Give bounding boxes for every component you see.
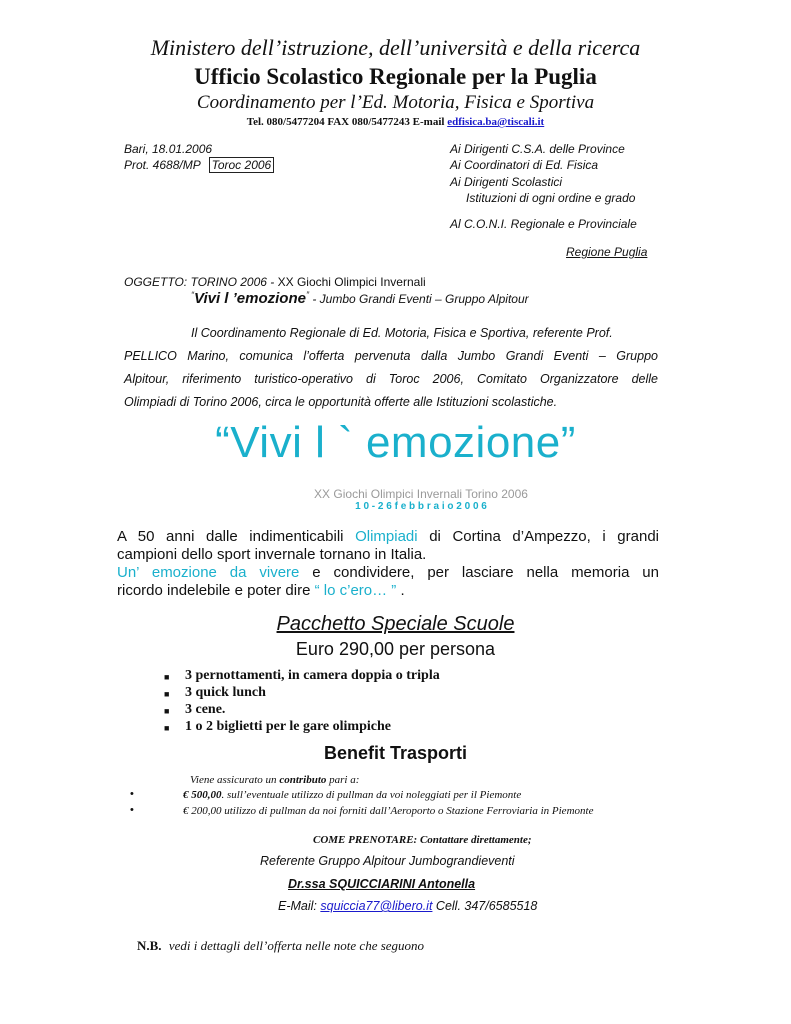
- place-date: Bari, 18.01.2006: [124, 142, 213, 156]
- subject-open-quote: “: [191, 290, 194, 300]
- recipient-2: Ai Coordinatori di Ed. Fisica: [450, 158, 599, 172]
- intro-text-c: di Cortina d’Ampezzo, i grandi: [429, 528, 659, 545]
- olimpiadi-highlight: Olimpiadi: [355, 528, 418, 545]
- body-line-3: Alpitour, riferimento turistico-operativo di Toroc 2006, Comitato Organizzatore delle: [124, 372, 658, 386]
- recipient-6: Regione Puglia: [566, 245, 648, 259]
- lo-cero-highlight: “ lo c’ero… ”: [314, 582, 397, 599]
- bullet-square-icon: ■: [164, 723, 170, 733]
- protocol-line: [124, 158, 274, 172]
- package-item: 3 cene.: [185, 702, 226, 717]
- benefit-title: Benefit Trasporti: [323, 743, 468, 763]
- protocol-number: Prot. 4688/MP: [124, 158, 201, 172]
- nb-text: vedi i dettagli dell’offerta nelle note che seguono: [168, 938, 425, 953]
- contacts-text: Tel. 080/5477204 FAX 080/5477243 E-mail: [246, 116, 445, 128]
- banner-title: “Vivi l ` emozione”: [215, 418, 576, 467]
- nb-line: [137, 938, 424, 954]
- intro-text-a: A 50 anni dalle indimenticabili: [117, 528, 344, 545]
- reference-box: Toroc 2006: [209, 157, 275, 173]
- coordination-heading: Coordinamento per l’Ed. Motoria, Fisica e Sportiva: [196, 92, 595, 113]
- ministry-heading: Ministero dell’istruzione, dell’università e della ricerca: [150, 35, 641, 60]
- package-title: Pacchetto Speciale Scuole: [276, 613, 515, 635]
- subject-rest: - Jumbo Grandi Eventi – Gruppo Alpitour: [308, 292, 529, 306]
- intro-text-l4: ricordo indelebile e poter dire: [117, 582, 311, 599]
- nb-label: N.B.: [137, 938, 162, 953]
- emozione-highlight: Un’ emozione da vivere: [117, 564, 300, 581]
- office-heading: Ufficio Scolastico Regionale per la Puglia: [194, 64, 597, 89]
- booking-email-link[interactable]: squiccia77@libero.it: [320, 899, 433, 913]
- subject-label: OGGETTO: TORINO 2006 -: [124, 275, 275, 289]
- booking-contact-line: [278, 899, 537, 913]
- subject-vivi: Vivi l ’emozione: [194, 290, 306, 307]
- benefit-item-1-amount: € 500,00: [183, 789, 222, 801]
- bullet-square-icon: ■: [164, 672, 170, 682]
- booking-referent: Referente Gruppo Alpitour Jumbograndieventi: [260, 854, 515, 868]
- contacts-line: [0, 116, 791, 128]
- intro-line-3: [117, 564, 659, 581]
- benefit-item-1-text: . sull’eventuale utilizzo di pullman da voi noleggiati per il Piemonte: [221, 789, 522, 801]
- body-line-4: Olimpiadi di Torino 2006, circa le opportunità offerte alle Istituzioni scolastiche.: [124, 395, 558, 409]
- intro-period: .: [396, 582, 405, 599]
- booking-contact-name: Dr.ssa SQUICCIARINI Antonella: [288, 877, 476, 891]
- header-email-link[interactable]: edfisica.ba@tiscali.it: [447, 116, 545, 128]
- package-item: 1 o 2 biglietti per le gare olimpiche: [185, 719, 391, 734]
- subject-close-quote: ”: [305, 290, 309, 300]
- booking-email-label: E-Mail:: [278, 899, 321, 913]
- package-price: Euro 290,00 per persona: [295, 639, 496, 659]
- recipient-1: Ai Dirigenti C.S.A. delle Province: [450, 142, 625, 156]
- package-item: 3 quick lunch: [185, 685, 266, 700]
- banner-dates: 1 0 - 2 6 f e b b r a i o 2 0 0 6: [355, 501, 487, 512]
- benefit-item-2: € 200,00 utilizzo di pullman da noi forniti dall’Aeroporto o Stazione Ferroviaria in Piemonte: [183, 805, 594, 817]
- intro-text-l3: e condividere, per lasciare nella memoria un: [312, 564, 659, 581]
- package-item: 3 pernottamenti, in camera doppia o tripla: [185, 668, 440, 683]
- benefit-contributo: contributo: [279, 774, 327, 786]
- intro-line-4: [117, 582, 405, 599]
- benefit-intro-a: Viene assicurato un: [190, 774, 277, 786]
- booking-cell: Cell. 347/6585518: [432, 899, 538, 913]
- subject-games: XX Giochi Olimpici Invernali: [277, 275, 426, 289]
- intro-line-2: campioni dello sport invernale tornano in Italia.: [117, 546, 427, 563]
- body-line-1: Il Coordinamento Regionale di Ed. Motoria, Fisica e Sportiva, referente Prof.: [191, 326, 613, 340]
- bullet-square-icon: ■: [164, 689, 170, 699]
- recipient-4: Istituzioni di ogni ordine e grado: [466, 191, 636, 205]
- recipient-3: Ai Dirigenti Scolastici: [450, 175, 563, 189]
- benefit-intro: [190, 774, 359, 786]
- subject-line: [124, 275, 426, 289]
- banner-subtitle: XX Giochi Olimpici Invernali Torino 2006: [314, 487, 528, 501]
- intro-line-1: [117, 528, 659, 545]
- bullet-square-icon: ■: [164, 706, 170, 716]
- recipient-5: Al C.O.N.I. Regionale e Provinciale: [450, 217, 637, 231]
- benefit-intro-c: pari a:: [326, 774, 360, 786]
- subject-title-line: [191, 290, 529, 307]
- benefit-item-1: [183, 789, 521, 801]
- bullet-dot-icon: •: [130, 788, 134, 800]
- body-line-2: PELLICO Marino, comunica l’offerta pervenuta dalla Jumbo Grandi Eventi – Gruppo: [124, 349, 658, 363]
- booking-how: COME PRENOTARE: Contattare direttamente;: [313, 834, 532, 846]
- bullet-dot-icon: •: [130, 804, 134, 816]
